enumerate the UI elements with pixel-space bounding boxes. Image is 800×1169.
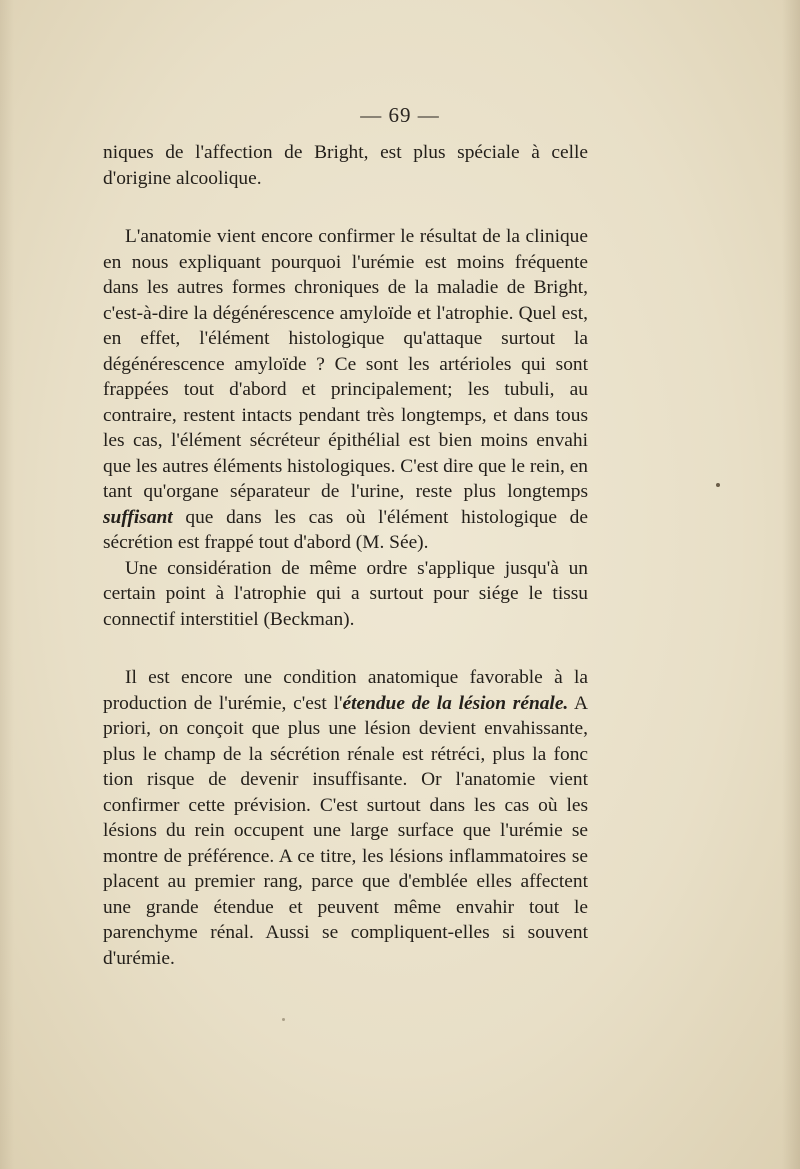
paragraph-4 bbox=[103, 665, 588, 971]
page-edge-shadow-left bbox=[0, 0, 14, 1169]
italic-suffisant: suffisant bbox=[103, 506, 173, 528]
paragraph-3: Une considération de même ordre s'applique jusqu'à un certain point à l'atrophie qui a surtout pour siége le tissu connectif interstitiel (Beckman). bbox=[103, 557, 588, 630]
paragraph-4-end: A priori, on conçoit que plus une lésion devient envahissante, plus le champ de la sécrétion rénale est rétréci, plus la fonc tion risque de devenir insuffisante. Or l'anatomie vient confirmer cette prévision. C'est surtout dans les cas où les lésions du rein occupent une large surface que l'urémie se montre de préférence. A ce titre, les lésions inflammatoires se placent au premier rang, parce que d'emblée elles affectent une grande étendue et peuvent même envahir tout le parenchyme rénal. Aussi se compliquent-elles si souvent d'urémie. bbox=[103, 692, 588, 969]
paragraph-4-start: Il est encore une condition anatomique favorable à la production de l'urémie, c'est l' bbox=[103, 667, 588, 714]
paper-speck bbox=[282, 1018, 285, 1021]
body-text bbox=[103, 140, 588, 971]
paragraph-2 bbox=[103, 224, 588, 556]
paragraph-1: niques de l'affection de Bright, est plus spéciale à celle d'origine alcoolique. bbox=[103, 142, 588, 189]
paragraph-2-text: L'anatomie vient encore confirmer le résultat de la clinique en nous expliquant pourquoi l'urémie est moins fréquente dans les autres formes chroniques de la maladie de Bright, c'est-à-dire la dégénérescence amyloïde et l'atrophie. Quel est, en effet, l'élément histologique qu'attaque surtout la dégénérescence amyloïde ? Ce sont les artérioles qui sont frappées tout d'abord et principalement; les tubuli, au contraire, restent intacts pendant très longtemps, et dans tous les cas, l'élément sécréteur épithélial est bien moins envahi que les autres éléments histologiques. C'est dire que le rein, en tant qu'organe séparateur de l'urine, reste plus longtemps bbox=[103, 226, 588, 502]
italic-etendue: étendue de la lésion rénale. bbox=[342, 692, 569, 714]
paragraph-2-end: que dans les cas où l'élément histologique de sécrétion est frappé tout d'abord (M. Sée). bbox=[103, 506, 588, 553]
page-edge-shadow-right bbox=[782, 0, 800, 1169]
page-number: — 69 — bbox=[360, 103, 440, 127]
paper-speck bbox=[716, 483, 720, 487]
